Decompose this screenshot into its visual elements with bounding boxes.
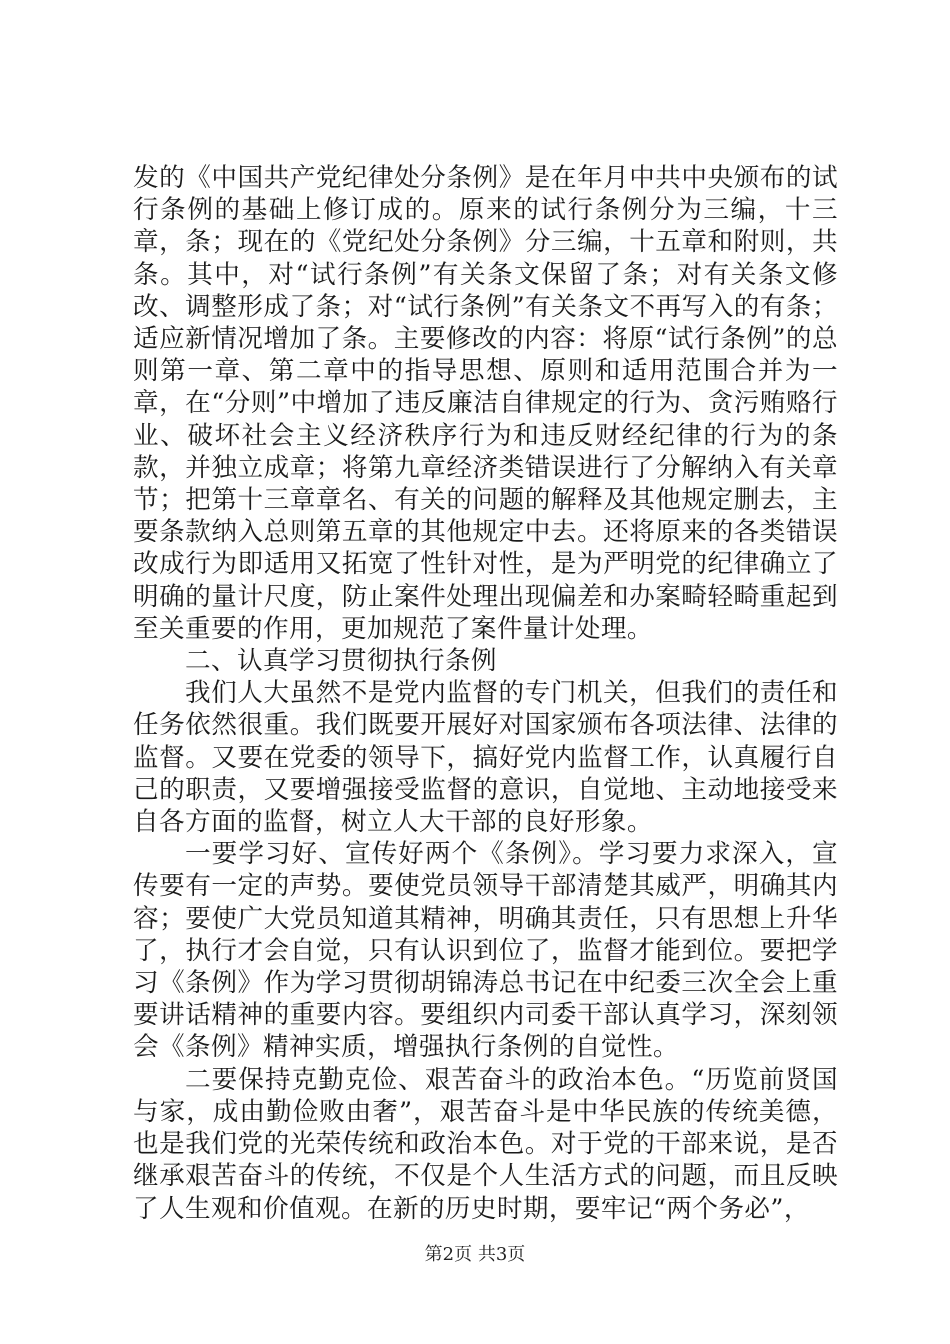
paragraph: 一要学习好、宣传好两个《条例》。学习要力求深入，宣传要有一定的声势。要使党员领导干部清楚其威严，明确其内容；要使广大党员知道其精神，明确其责任，只有思想上升华了，执行才会自觉，只有认识到位了，监督才能到位。要把学习《条例》作为学习贯彻胡锦涛总书记在中纪委三次全会上重要讲话精神的重要内容。要组织内司委干部认真学习，深刻领会《条例》精神实质，增强执行条例的自觉性。 (133, 839, 838, 1063)
paragraph: 我们人大虽然不是党内监督的专门机关，但我们的责任和任务依然很重。我们既要开展好对国家颁布各项法律、法律的监督。又要在党委的领导下，搞好党内监督工作，认真履行自己的职责，又要增强接受监督的意识，自觉地、主动地接受来自各方面的监督，树立人大干部的良好形象。 (133, 678, 838, 838)
document-body (133, 162, 838, 1225)
page-footer: 第2页 共3页 (424, 1244, 526, 1265)
paragraph: 二要保持克勤克俭、艰苦奋斗的政治本色。“历览前贤国与家，成由勤俭败由奢”，艰苦奋斗是中华民族的传统美德，也是我们党的光荣传统和政治本色。对于党的干部来说，是否继承艰苦奋斗的传统，不仅是个人生活方式的问题，而且反映了人生观和价值观。在新的历史时期，要牢记“两个务必”， (133, 1064, 838, 1224)
paragraph-continuation: 发的《中国共产党纪律处分条例》是在年月中共中央颁布的试行条例的基础上修订成的。原来的试行条例分为三编，十三章，条；现在的《党纪处分条例》分三编，十五章和附则，共条。其中，对“试行条例”有关条文保留了条；对有关条文修改、调整形成了条；对“试行条例”有关条文不再写入的有条；适应新情况增加了条。主要修改的内容：将原“试行条例”的总则第一章、第二章中的指导思想、原则和适用范围合并为一章，在“分则”中增加了违反廉洁自律规定的行为、贪污贿赂行业、破坏社会主义经济秩序行为和违反财经纪律的行为的条款，并独立成章；将第九章经济类错误进行了分解纳入有关章节；把第十三章章名、有关的问题的解释及其他规定删去，主要条款纳入总则第五章的其他规定中去。还将原来的各类错误改成行为即适用又拓宽了性针对性，是为严明党的纪律确立了明确的量计尺度，防止案件处理出现偏差和办案畸轻畸重起到至关重要的作用，更加规范了案件量计处理。 (133, 163, 838, 644)
section-heading: 二、认真学习贯彻执行条例 (185, 646, 497, 677)
